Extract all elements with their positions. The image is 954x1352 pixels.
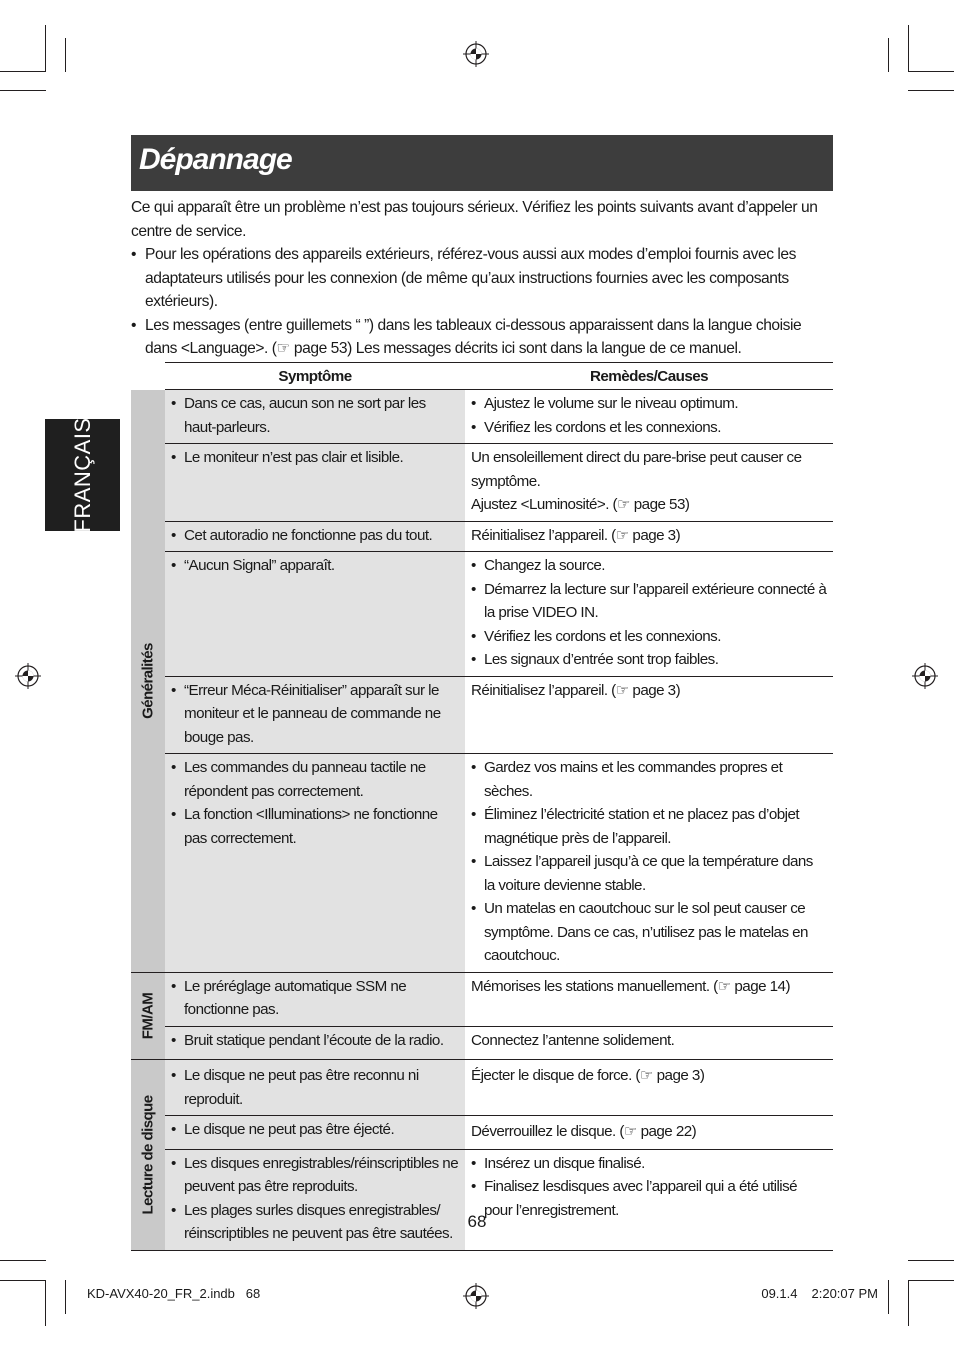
remedy-item: • Les signaux d’entrée sont trop faibles. [471,648,827,672]
remedy-item: • Insérez un disque finalisé. [471,1152,827,1176]
crop-mark [908,1280,909,1326]
remedy-item: • Laissez l’appareil jusqu’à ce que la température dans la voiture devienne stable. [471,850,827,897]
crop-mark [908,25,909,71]
remedy-text: Ajustez <Luminosité>. (☞ page 53) [471,496,690,513]
page-number: 68 [467,1212,487,1231]
troubleshooting-table [131,362,833,1251]
crop-mark [45,1280,46,1326]
crop-mark [0,1260,46,1261]
symptom-item: • Les disques enregistrables/réinscriptibles ne peuvent pas être reproduits. [171,1152,459,1199]
symptom-item: • Bruit statique pendant l’écoute de la radio. [171,1029,459,1053]
intro-text [131,196,833,361]
category-label: Lecture de disque [139,1095,157,1215]
table-row [131,1026,833,1060]
intro-paragraph: Ce qui apparaît être un problème n’est pas toujours sérieux. Vérifiez les points suivants avant d’appeler un centre de service. [131,199,818,240]
table-row [131,754,833,973]
remedy-cell [465,1060,833,1116]
symptom-cell [165,972,465,1026]
symptom-item: • Les commandes du panneau tactile ne répondent pas correctement. [171,756,459,803]
symptom-item: • La fonction <Illuminations> ne fonctionne pas correctement. [171,803,459,850]
remedy-item: • Ajustez le volume sur le niveau optimum. [471,392,827,416]
table-row [131,972,833,1026]
crop-mark [65,1280,66,1314]
remedy-item: • Finalisez lesdisques avec l’appareil qui a été utilisé pour l’enregistrement. [471,1175,827,1222]
symptom-item: • Le préréglage automatique SSM ne fonctionne pas. [171,975,459,1022]
header-symptom: Symptôme [165,363,465,390]
table-row [131,676,833,754]
crop-mark [45,25,46,71]
symptom-cell [165,552,465,677]
remedy-item: • Gardez vos mains et les commandes propres et sèches. [471,756,827,803]
category-general [131,390,165,973]
table-row [131,1116,833,1150]
symptom-item: • Cet autoradio ne fonctionne pas du tout. [171,524,459,548]
language-tab-label: FRANÇAIS [69,417,95,533]
symptom-item: • “Erreur Méca-Réinitialiser” apparaît sur le moniteur et le panneau de commande ne bouge pas. [171,679,459,750]
remedy-cell [465,1116,833,1150]
registration-mark-icon [463,1283,489,1309]
remedy-item: • Vérifiez les cordons et les connexions. [471,625,827,649]
symptom-cell [165,521,465,552]
symptom-item: • “Aucun Signal” apparaît. [171,554,459,578]
remedy-cell [465,676,833,754]
remedy-text: Mémorises les stations manuellement. (☞ page 14) [471,977,790,995]
remedy-cell [465,552,833,677]
crop-mark [908,90,954,91]
print-slug-date: 09.1.4 [761,1286,798,1301]
category-fmam [131,972,165,1060]
header-remedy: Remèdes/Causes [465,363,833,390]
symptom-cell [165,444,465,522]
remedy-item: • Éliminez l’électricité station et ne placez pas d’objet magnétique près de l’appareil. [471,803,827,850]
remedy-text: Réinitialisez l’appareil. (☞ page 3) [471,681,681,699]
intro-bullet: • Pour les opérations des appareils extérieurs, référez-vous aussi aux modes d’emploi fournis avec les adaptateurs utilisés pour les connexion (de même qu’aux instructions fournies avec les composants extérieurs). [131,243,833,314]
symptom-cell [165,1116,465,1150]
table-row [131,1060,833,1116]
crop-mark [0,71,46,72]
symptom-cell [165,1149,465,1250]
symptom-item: • Le disque ne peut pas être reconnu ni reproduit. [171,1064,459,1111]
crop-mark [888,1280,889,1314]
language-tab [45,419,120,531]
symptom-item: • Le moniteur n’est pas clair et lisible. [171,446,459,470]
crop-mark [888,38,889,72]
symptom-cell [165,390,465,444]
table-row [131,552,833,677]
intro-bullet: • Les messages (entre guillemets “ ”) dans les tableaux ci-dessous apparaissent dans la langue choisie dans <Language>. (☞ page 53) Les messages décrits ici sont dans la langue de ce manuel. [131,314,833,361]
crop-mark [0,1280,46,1281]
page-title: Dépannage [139,143,292,176]
print-slug-file: KD-AVX40-20_FR_2.indb 68 [87,1286,261,1301]
remedy-text: Connectez l’antenne solidement. [471,1031,675,1049]
registration-mark-icon [15,663,41,689]
category-label: Généralités [139,642,157,719]
symptom-cell [165,754,465,973]
remedy-item: • Changez la source. [471,554,827,578]
remedy-item: • Un matelas en caoutchouc sur le sol peut causer ce symptôme. Dans ce cas, n’utilisez pas le matelas en caoutchouc. [471,897,827,968]
symptom-item: • Le disque ne peut pas être éjecté. [171,1118,459,1142]
print-slug-time: 2:20:07 PM [811,1286,878,1301]
remedy-cell [465,444,833,522]
category-label: FM/AM [139,992,157,1039]
table-row [131,521,833,552]
symptom-cell [165,1026,465,1060]
remedy-cell [465,754,833,973]
remedy-item: • Démarrez la lecture sur l’appareil extérieure connecté à la prise VIDEO IN. [471,578,827,625]
remedy-cell [465,1149,833,1250]
remedy-cell [465,1026,833,1060]
symptom-item: • Les plages surles disques enregistrables/ réinscriptibles ne peuvent pas être sautées. [171,1199,459,1246]
remedy-cell [465,972,833,1026]
symptom-item: • Dans ce cas, aucun son ne sort par les haut-parleurs. [171,392,459,439]
print-slug-datetime [747,1286,878,1301]
crop-mark [908,71,954,72]
remedy-text: Un ensoleillement direct du pare-brise peut causer ce symptôme. [471,449,802,490]
title-bar [131,135,833,191]
crop-mark [65,38,66,72]
symptom-cell [165,676,465,754]
crop-mark [0,90,46,91]
crop-mark [908,1280,954,1281]
remedy-text: Réinitialisez l’appareil. (☞ page 3) [471,526,681,544]
remedy-item: • Vérifiez les cordons et les connexions. [471,416,827,440]
table-row [131,390,833,444]
remedy-cell [465,390,833,444]
table-header-row [131,363,833,390]
crop-mark [908,1260,954,1261]
header-blank [131,363,165,390]
remedy-cell [465,521,833,552]
registration-mark-icon [463,41,489,67]
table-row [131,444,833,522]
registration-mark-icon [912,663,938,689]
symptom-cell [165,1060,465,1116]
remedy-text: Éjecter le disque de force. (☞ page 3) [471,1067,705,1084]
table-row [131,1149,833,1250]
remedy-text: Déverrouillez le disque. (☞ page 22) [471,1123,697,1140]
